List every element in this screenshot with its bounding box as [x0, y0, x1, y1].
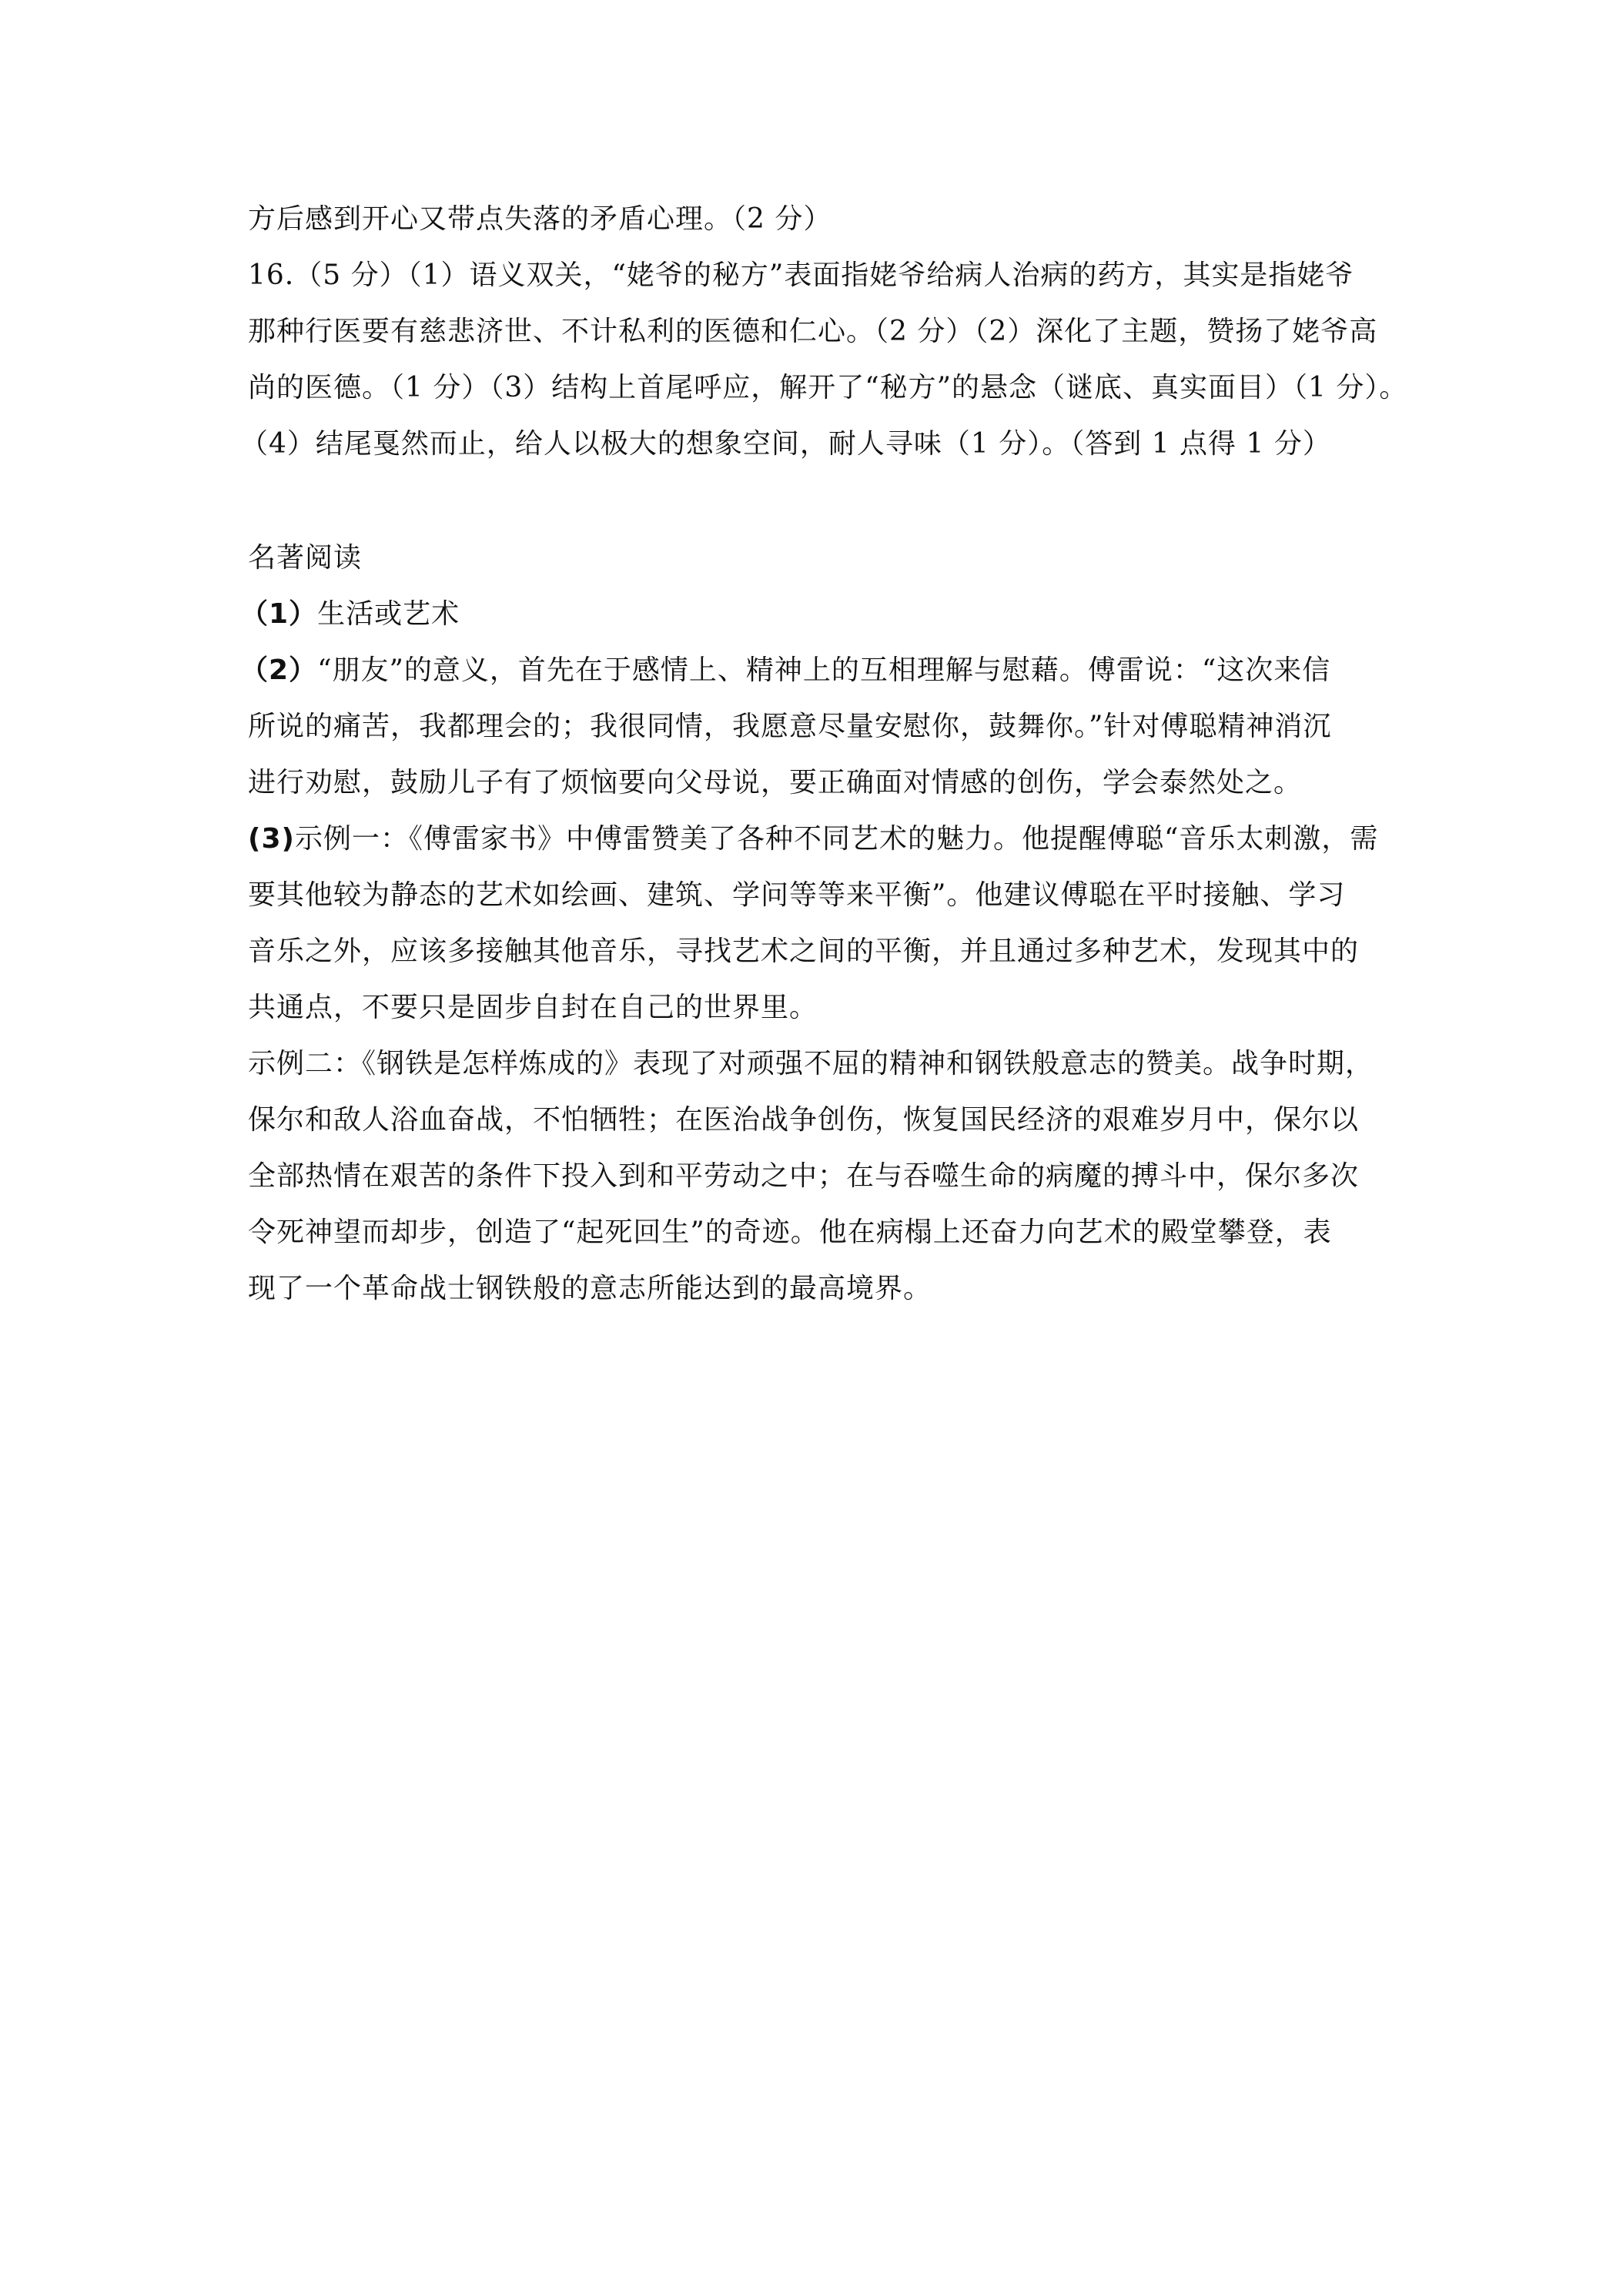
classics-item-2-line-3: 进行劝慰，鼓励儿子有了烦恼要向父母说，要正确面对情感的创伤，学会泰然处之。 [248, 767, 1303, 798]
classics-section [240, 530, 1387, 1317]
classics-example-2-line-2: 保尔和敌人浴血奋战，不怕牺牲；在医治战争创伤，恢复国民经济的艰难岁月中，保尔以 [248, 1104, 1360, 1136]
answer-16-line-3: 尚的医德。（1 分）（3）结构上首尾呼应，解开了“秘方”的悬念（谜底、真实面目）（1 分）。 [248, 372, 1408, 403]
item-1-text: 生活或艺术 [317, 598, 460, 630]
classics-item-3-line-1 [248, 811, 1387, 867]
item-3-number: (3) [248, 823, 295, 855]
item-2-first-line: “朋友”的意义，首先在于感情上、精神上的互相理解与慰藉。傅雷说：“这次来信 [317, 654, 1331, 686]
classics-item-3-line-4: 共通点，不要只是固步自封在自己的世界里。 [248, 992, 818, 1023]
answer-16-line-4: （4）结尾戛然而止，给人以极大的想象空间，耐人寻味（1 分）。（答到 1 点得 1 分） [240, 428, 1331, 460]
classics-item-2-line-2: 所说的痛苦，我都理会的；我很同情，我愿意尽量安慰你，鼓舞你。”针对傅聪精神消沉 [248, 711, 1332, 742]
item-1-number: （1） [240, 598, 318, 630]
item-3-first-line: 示例一：《傅雷家书》中傅雷赞美了各种不同艺术的魅力。他提醒傅聪“音乐太刺激，需 [294, 823, 1379, 855]
classics-item-1 [240, 586, 1387, 642]
item-2-number: （2） [240, 654, 318, 686]
classics-example-2-line-3: 全部热情在艰苦的条件下投入到和平劳动之中；在与吞噬生命的病魔的搏斗中，保尔多次 [248, 1160, 1360, 1192]
classics-example-2-line-4: 令死神望而却步，创造了“起死回生”的奇迹。他在病榻上还奋力向艺术的殿堂攀登，表 [248, 1217, 1332, 1248]
classics-item-2-line-1 [240, 642, 1387, 698]
section-heading: 名著阅读 [248, 542, 363, 574]
classics-item-3-line-2: 要其他较为静态的艺术如绘画、建筑、学问等等来平衡”。他建议傅聪在平时接触、学习 [248, 879, 1346, 911]
classics-item-3-line-3: 音乐之外，应该多接触其他音乐，寻找艺术之间的平衡，并且通过多种艺术，发现其中的 [248, 935, 1360, 967]
classics-example-2-line-1: 示例二：《钢铁是怎样炼成的》表现了对顽强不屈的精神和钢铁般意志的赞美。战争时期， [248, 1048, 1374, 1079]
answer-15-tail: 方后感到开心又带点失落的矛盾心理。（2 分） [248, 203, 832, 235]
answer-16-line-2: 那种行医要有慈悲济世、不计私利的医德和仁心。（2 分）（2）深化了主题，赞扬了姥爷高 [248, 316, 1378, 347]
answer-16-line-1: 16.（5 分）（1）语义双关，“姥爷的秘方”表面指姥爷给病人治病的药方，其实是指姥爷 [248, 259, 1354, 291]
answers-section [240, 191, 1408, 472]
classics-example-2-line-5: 现了一个革命战士钢铁般的意志所能达到的最高境界。 [248, 1273, 932, 1304]
